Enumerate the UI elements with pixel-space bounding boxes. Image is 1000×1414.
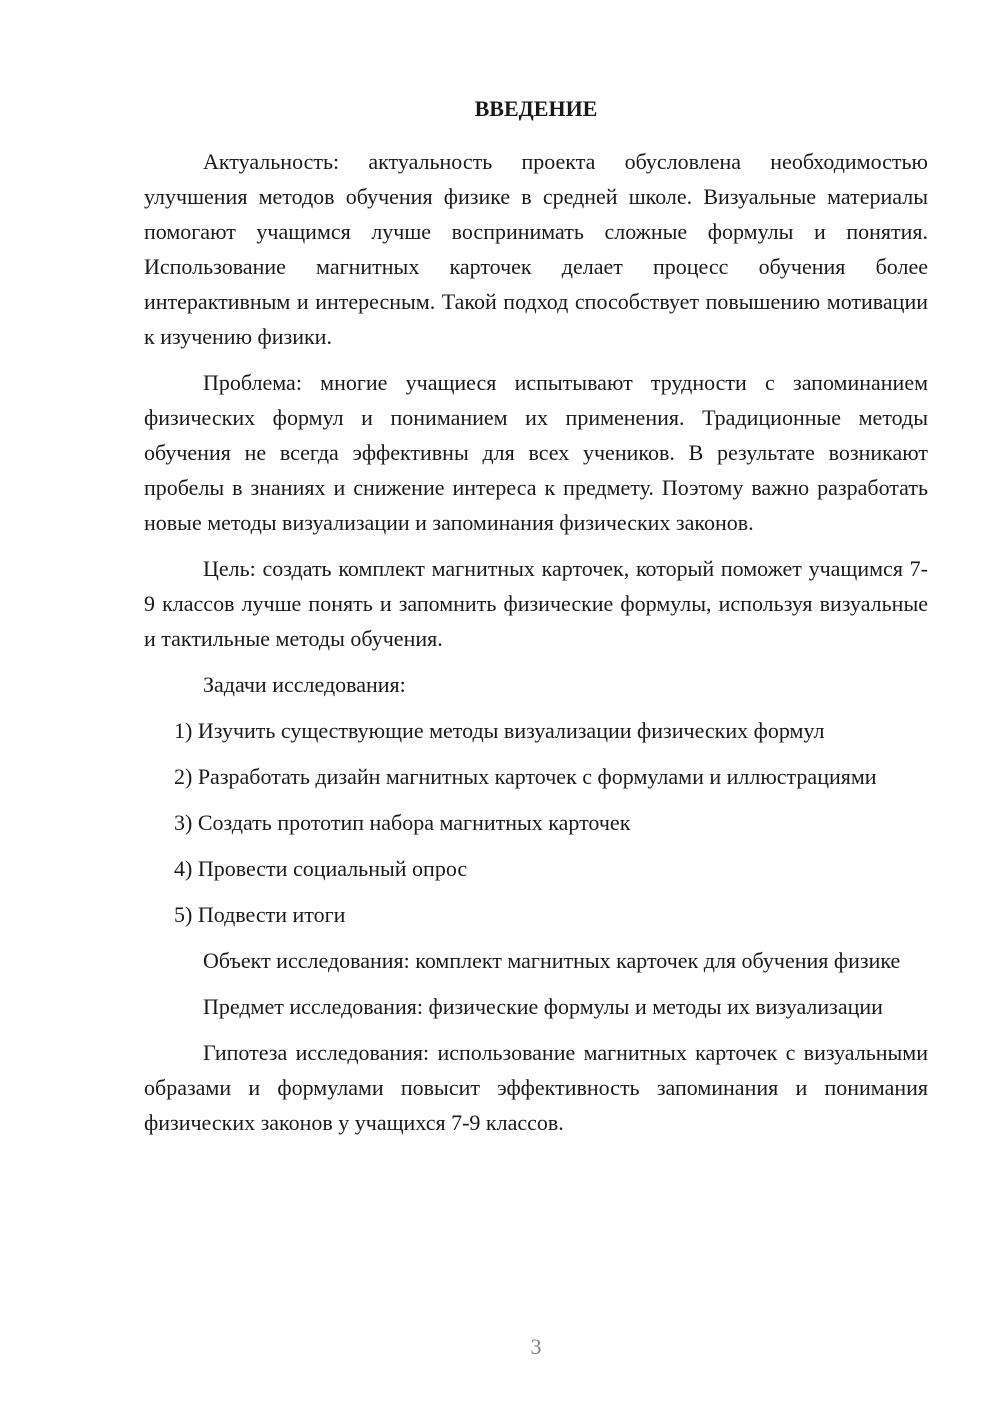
task-item-1: 1) Изучить существующие методы визуализации физических формул: [174, 718, 825, 743]
subject-paragraph: Предмет исследования: физические формулы и методы их визуализации: [203, 994, 883, 1019]
document-body: [144, 95, 928, 1151]
problem-paragraph: Проблема: многие учащиеся испытывают трудности с запоминанием физических формул и пониманием их применения. Традиционные методы обучения не всегда эффективны для всех учеников. В результате возникают пробелы в знаниях и снижение интереса к предмету. Поэтому важно разработать новые методы визуализации и запоминания физических законов.: [144, 370, 928, 535]
object-paragraph: Объект исследования: комплект магнитных карточек для обучения физике: [203, 948, 901, 973]
page-title: ВВЕДЕНИЕ: [474, 96, 598, 121]
page-number: 3: [530, 1334, 542, 1359]
task-item-4: 4) Провести социальный опрос: [174, 856, 468, 881]
task-item-2: 2) Разработать дизайн магнитных карточек с формулами и иллюстрациями: [174, 764, 877, 789]
relevance-paragraph: Актуальность: актуальность проекта обусловлена необходимостью улучшения методов обучения физике в средней школе. Визуальные материалы помогают учащимся лучше воспринимать сложные формулы и понятия. Использование магнитных карточек делает процесс обучения более интерактивным и интересным. Такой подход способствует повышению мотивации к изучению физики.: [144, 149, 928, 349]
tasks-heading: Задачи исследования:: [203, 672, 406, 697]
task-item-5: 5) Подвести итоги: [174, 902, 346, 927]
goal-paragraph: Цель: создать комплект магнитных карточек, который поможет учащимся 7-9 классов лучше понять и запомнить физические формулы, используя визуальные и тактильные методы обучения.: [144, 556, 928, 651]
task-item-3: 3) Создать прототип набора магнитных карточек: [174, 810, 631, 835]
hypothesis-paragraph: Гипотеза исследования: использование магнитных карточек с визуальными образами и формулами повысит эффективность запоминания и понимания физических законов у учащихся 7-9 классов.: [144, 1040, 928, 1135]
